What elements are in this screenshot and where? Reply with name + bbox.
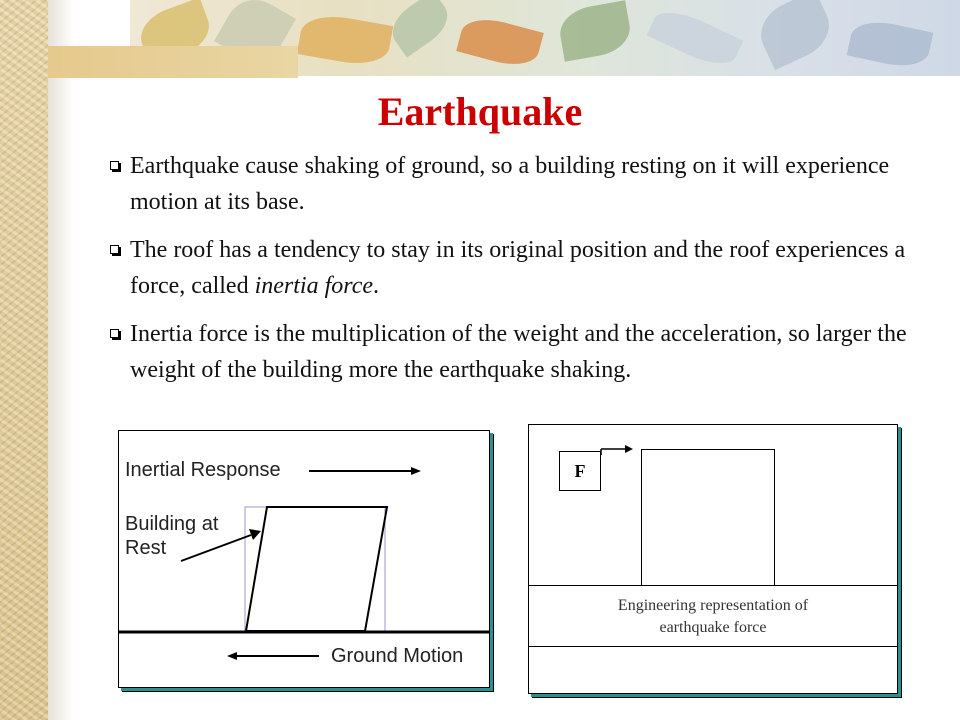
bullet-text: Earthquake cause shaking of ground, so a building resting on it will experience motion at its base. [130, 153, 890, 215]
inertial-response-arrowhead [411, 467, 421, 475]
force-label-box: F [559, 451, 601, 491]
ground-motion-label: Ground Motion [331, 645, 464, 667]
caption-line2: earthquake force [659, 619, 767, 636]
building-at-rest-label-line1: Building at [125, 513, 219, 535]
bullet-item [110, 316, 910, 388]
banner-gold-bar [48, 46, 298, 78]
bullet-text-part: . [373, 273, 380, 299]
bullet-italic-term: inertia force [254, 273, 374, 299]
inertial-response-label: Inertial Response [125, 459, 281, 481]
inertia-diagram [118, 430, 490, 688]
building-block [641, 449, 775, 587]
caption-line1: Engineering representation of [617, 597, 809, 614]
bullet-list [110, 148, 910, 400]
bullet-text: Inertia force is the multiplication of the weight and the acceleration, so larger the weight of the building more the earthquake shaking. [130, 321, 907, 383]
ground-motion-arrowhead [227, 652, 237, 660]
building-at-rest-label-line2: Rest [125, 537, 167, 559]
square-bullet-icon [110, 161, 119, 170]
building-pointer-line [181, 535, 251, 561]
deformed-building-outline [246, 507, 387, 631]
bullet-text [130, 237, 905, 299]
square-bullet-icon [110, 245, 119, 254]
square-bullet-icon [110, 329, 119, 338]
bullet-text-part: The roof has a tendency to stay in its original position and the roof experiences a force, called [130, 237, 906, 299]
force-arrowhead [625, 445, 633, 453]
building-at-rest-outline [245, 507, 385, 631]
slide-title: Earthquake [377, 89, 583, 134]
force-representation-diagram [528, 424, 898, 694]
bullet-item [110, 148, 910, 220]
diagram-caption [529, 585, 897, 647]
bullet-item [110, 232, 910, 304]
